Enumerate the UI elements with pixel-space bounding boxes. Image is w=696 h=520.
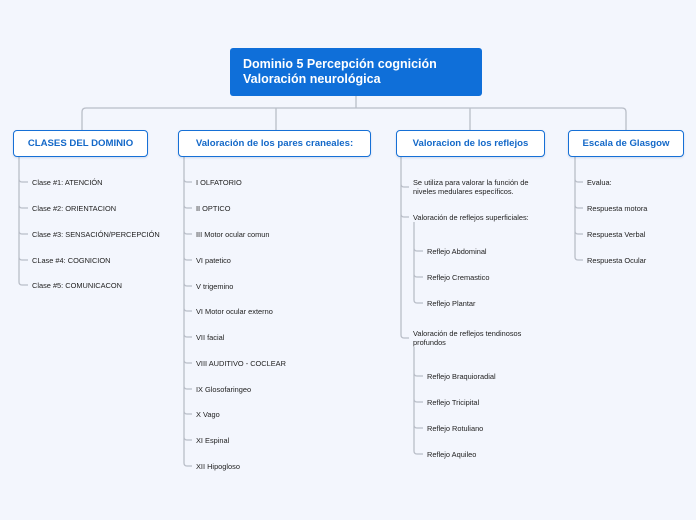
root-title-line2: Valoración neurológica [243, 72, 381, 86]
rail-pares [184, 157, 192, 466]
leaf-reflejo-tricipital[interactable]: Reflejo Tricipital [427, 398, 480, 407]
leaf-par-7[interactable]: VII facial [196, 333, 225, 342]
leaf-reflejos-funcion[interactable]: Se utiliza para valorar la función de niveles medulares específicos. [413, 178, 529, 196]
rail-superficiales [414, 222, 423, 303]
leaf-clase-1[interactable]: Clase #1: ATENCIÓN [32, 178, 103, 187]
leaf-glasgow-ocular[interactable]: Respuesta Ocular [587, 256, 647, 265]
rail-reflejos [401, 157, 409, 338]
leaf-reflejos-superficiales[interactable]: Valoración de reflejos superficiales: [413, 213, 529, 222]
leaf-reflejo-rotuliano[interactable]: Reflejo Rotuliano [427, 424, 484, 433]
branch-clases-del-dominio[interactable]: CLASES DEL DOMINIO [13, 130, 148, 157]
leaf-glasgow-verbal[interactable]: Respuesta Verbal [587, 230, 646, 239]
leaf-glasgow-evalua[interactable]: Evalua: [587, 178, 612, 187]
leaf-clase-2[interactable]: Clase #2: ORIENTACION [32, 204, 117, 213]
leaf-reflejo-cremastico[interactable]: Reflejo Cremastico [427, 273, 490, 282]
root-title-line1: Dominio 5 Percepción cognición [243, 57, 437, 71]
leaf-par-4[interactable]: VI patetico [196, 256, 231, 265]
branch-reflejos[interactable]: Valoracion de los reflejos [396, 130, 545, 157]
leaf-par-3[interactable]: III Motor ocular comun [196, 230, 270, 239]
leaf-par-6[interactable]: VI Motor ocular externo [196, 307, 273, 316]
branch-pares-craneales[interactable]: Valoración de los pares craneales: [178, 130, 371, 157]
leaf-par-2[interactable]: II OPTICO [196, 204, 231, 213]
leaf-reflejo-aquileo[interactable]: Reflejo Aquileo [427, 450, 477, 459]
leaf-par-9[interactable]: IX Glosofaringeo [196, 385, 252, 394]
leaf-reflejos-tendinosos[interactable]: Valoración de reflejos tendinosos profundos [413, 329, 522, 347]
branch-escala-glasgow[interactable]: Escala de Glasgow [568, 130, 684, 157]
leaf-par-11[interactable]: XI Espinal [196, 436, 230, 445]
leaf-reflejo-abdominal[interactable]: Reflejo Abdominal [427, 247, 487, 256]
leaf-par-8[interactable]: VIII AUDITIVO - COCLEAR [196, 359, 286, 368]
rail-tendinosos [414, 347, 423, 454]
rail-glasgow [575, 157, 583, 260]
leaf-reflejo-plantar[interactable]: Reflejo Plantar [427, 299, 476, 308]
leaf-par-5[interactable]: V trigemino [196, 282, 234, 291]
leaf-par-10[interactable]: X Vago [196, 410, 220, 419]
leaf-par-1[interactable]: I OLFATORIO [196, 178, 242, 187]
branch-bar-line [82, 108, 626, 130]
leaf-reflejo-braquioradial[interactable]: Reflejo Braquioradial [427, 372, 496, 381]
rail-clases [19, 157, 28, 285]
leaf-glasgow-motora[interactable]: Respuesta motora [587, 204, 648, 213]
root-topic[interactable] [230, 48, 482, 96]
leaf-clase-3[interactable]: Clase #3: SENSACIÓN/PERCEPCIÓN [32, 230, 160, 239]
leaf-clase-4[interactable]: CLase #4: COGNICION [32, 256, 111, 265]
leaf-clase-5[interactable]: Clase #5: COMUNICACON [32, 281, 122, 290]
leaf-par-12[interactable]: XII Hipogloso [196, 462, 240, 471]
